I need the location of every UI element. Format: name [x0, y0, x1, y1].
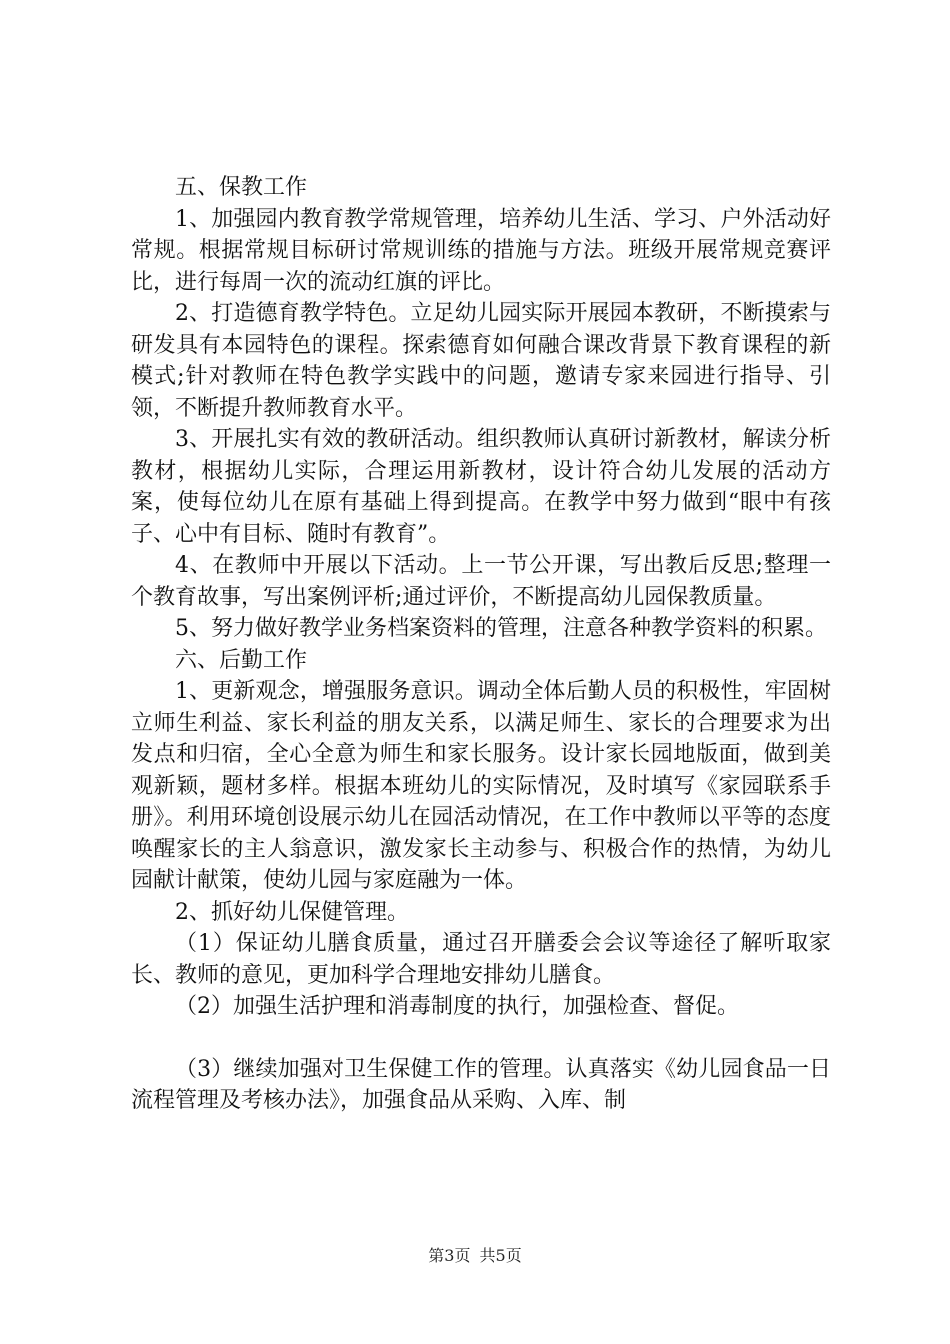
- sub-item-3: （3）继续加强对卫生保健工作的管理。认真落实《幼儿园食品一日流程管理及考核办法》，加强食品从采购、入库、制: [131, 1056, 831, 1113]
- sub-item-1: （1）保证幼儿膳食质量，通过召开膳委会会议等途径了解听取家长、教师的意见，更加科学合理地安排幼儿膳食。: [131, 931, 831, 988]
- paragraph-5: 5、努力做好教学业务档案资料的管理，注意各种教学资料的积累。: [175, 616, 827, 641]
- section-heading-baojiao: 五、保教工作: [175, 175, 308, 200]
- sub-item-2: （2）加强生活护理和消毒制度的执行，加强检查、督促。: [175, 994, 739, 1019]
- paragraph-4: 4、在教师中开展以下活动。上一节公开课，写出教后反思;整理一个教育故事，写出案例评析;通过评价，不断提高幼儿园保教质量。: [131, 553, 831, 610]
- paragraph-7: 2、抓好幼儿保健管理。: [175, 899, 409, 925]
- page-number: 第3页: [428, 1246, 471, 1265]
- page-total: 共5页: [479, 1246, 522, 1265]
- document-body: [131, 172, 831, 1117]
- paragraph-6: 1、更新观念，增强服务意识。调动全体后勤人员的积极性，牢固树立师生利益、家长利益的朋友关系，以满足师生、家长的合理要求为出发点和归宿，全心全意为师生和家长服务。设计家长园地版面，做到美观新颖，题材多样。根据本班幼儿的实际情况，及时填写《家园联系手册》。利用环境创设展示幼儿在园活动情况，在工作中教师以平等的态度唤醒家长的主人翁意识，激发家长主动参与、积极合作的热情，为幼儿园献计献策，使幼儿园与家庭融为一体。: [131, 679, 831, 893]
- paragraph-gap: [131, 1023, 831, 1054]
- section-heading-houqin: 六、后勤工作: [175, 647, 308, 673]
- paragraph-2: 2、打造德育教学特色。立足幼儿园实际开展园本教研，不断摸索与研发具有本园特色的课程。探索德育如何融合课改背景下教育课程的新模式;针对教师在特色教学实践中的问题，邀请专家来园进行指导、引领，不断提升教师教育水平。: [131, 301, 831, 421]
- paragraph-3: 3、开展扎实有效的教研活动。组织教师认真研讨新教材，解读分析教材，根据幼儿实际，合理运用新教材，设计符合幼儿发展的活动方案，使每位幼儿在原有基础上得到提高。在教学中努力做到“眼中有孩子、心中有目标、随时有教育”。: [131, 427, 831, 547]
- paragraph-1: 1、加强园内教育教学常规管理，培养幼儿生活、学习、户外活动好常规。根据常规目标研讨常规训练的措施与方法。班级开展常规竞赛评比，进行每周一次的流动红旗的评比。: [131, 206, 831, 295]
- page-footer: [0, 1243, 950, 1266]
